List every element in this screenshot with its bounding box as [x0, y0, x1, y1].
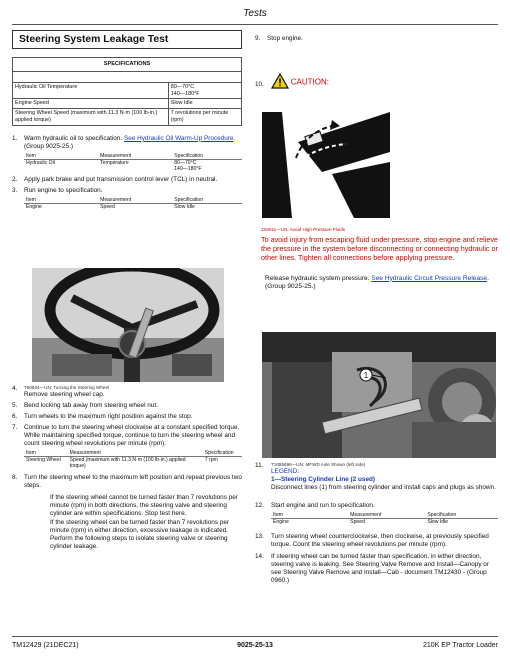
right-column-lower: [255, 462, 498, 585]
pressure-release-link[interactable]: See Hydraulic Circuit Pressure Release: [371, 274, 488, 282]
step-number: 1.: [12, 134, 18, 142]
footer-divider: [12, 636, 498, 637]
step-text: Continue to turn the steering wheel clockwise at a constant specified torque. While maintaining specified torque, continue to turn the steering wheel and count steering wheel revolutions per minute (rpm).: [24, 423, 240, 447]
steering-wheel-image: [32, 268, 224, 382]
table-header: Measurement: [98, 197, 172, 204]
warm-up-procedure-link[interactable]: See Hydraulic Oil Warm-Up Procedure: [123, 134, 234, 142]
legend-label: LEGEND:: [271, 467, 300, 475]
table-cell: 7 rpm: [204, 457, 218, 464]
left-column-lower: [12, 385, 242, 551]
footer-manual-title: 210K EP Tractor Loader: [423, 642, 498, 649]
table-row: [24, 457, 242, 470]
step-text: Turn the steering wheel to the maximum left position and repeat previous two steps.: [24, 473, 242, 489]
table-header: Item: [24, 450, 68, 457]
section-title-box: [12, 30, 242, 49]
table-header: Specification: [425, 512, 498, 519]
step-text-after: . (Group 9025-25.): [24, 134, 236, 150]
table-header: Specification: [172, 153, 242, 160]
table-row: [13, 109, 242, 126]
specifications-heading: SPECIFICATIONS: [13, 58, 242, 72]
right-column: [255, 30, 498, 92]
step-text: Warm hydraulic oil to specification.: [24, 134, 123, 142]
table-row: [13, 82, 242, 99]
table-header: Specification: [172, 197, 242, 204]
step-number: 5.: [12, 401, 18, 409]
table-cell: Steering Wheel: [26, 457, 61, 464]
step-8-result-pass: If the steering wheel cannot be turned faster than 7 revolutions per minute (rpm) in both directions, the steering valve and steering cylinder are within specifications. Stop test here.: [50, 493, 238, 517]
figure-caption: JX6011—UN: Avoid High Pressure Fluids: [261, 227, 346, 232]
spec-value: 7 revolutions per minute (rpm): [168, 109, 241, 126]
table-cell: Hydraulic Oil: [26, 160, 55, 167]
step-1: [12, 135, 242, 173]
spec-value: 80—70°C 140—180°F: [168, 82, 241, 99]
table-row: [13, 99, 242, 109]
spec-label: Steering Wheel Speed (maximum with 11.3 N·m (100 lb-in.) applied torque): [13, 109, 169, 126]
step-number: 3.: [12, 186, 18, 194]
footer-document-id: TM12429 (21DEC21): [12, 642, 79, 649]
table-row: [24, 160, 242, 173]
step-13: [255, 533, 498, 549]
step-text: Remove steering wheel cap.: [24, 390, 105, 398]
step-text: Run engine to specification.: [24, 186, 103, 194]
release-pressure-text: [255, 275, 498, 291]
table-header: Measurement: [98, 153, 172, 160]
step-12-table: [271, 512, 498, 526]
table-row: [271, 519, 498, 526]
step-6: [12, 413, 242, 421]
table-cell: 80—70°C 140—180°F: [174, 160, 202, 173]
step-7-table: [24, 450, 242, 470]
step-text: Bend locking tab away from steering wheel nut.: [24, 401, 158, 409]
step-number: 4.: [12, 385, 18, 392]
figure-caption: T1655696—UN: MFWD Axle Shown (left side): [271, 462, 366, 467]
step-3-table: [24, 197, 242, 211]
step-10: [255, 73, 498, 92]
warning-text: To avoid injury from escaping fluid under pressure, stop engine and relieve the pressure in the system before disconnecting or connecting hydraulic or other lines. Tighten all connections before applying pressure.: [261, 234, 498, 262]
spec-label: Hydraulic Oil Temperature: [13, 82, 169, 99]
header-divider: [12, 24, 498, 25]
step-1-table: [24, 153, 242, 173]
step-14: [255, 553, 498, 585]
step-8-result-fail: If the steering wheel can be turned faster than 7 revolutions per minute (rpm) in either direction, excessive leakage is indicated. Perform the following steps to isolate steering valve or steering cylinder leakage.: [50, 518, 230, 550]
step-number: 10.: [255, 81, 264, 88]
high-pressure-fluid-illustration: [262, 112, 390, 218]
release-pressure-instruction: Release hydraulic system pressure.: [265, 274, 370, 282]
callout-1: 1: [363, 371, 369, 380]
caution-label: CAUTION:: [290, 77, 330, 87]
figure-caption: T90834—UN: Turning the Steering Wheel: [24, 385, 110, 390]
high-pressure-fluid-image: [262, 112, 390, 218]
table-header: Item: [271, 512, 348, 519]
step-number: 14.: [255, 553, 264, 561]
legend-item: 1—Steering Cylinder Line (2 used): [271, 475, 376, 483]
step-text: If steering wheel can be turned faster than specification, in either direction, steering valve is leaking. See Steering Valve Remove and Install—Canopy or see Steering Valve Remove and Install—Cab - document TM12430 - (Group 0960.): [271, 553, 489, 585]
step-12: [255, 502, 498, 526]
table-cell: Speed (maximum with 11.3 N·m (100 lb-in.) applied torque): [69, 457, 186, 470]
step-7: [12, 424, 242, 470]
steering-wheel-photo: [32, 268, 224, 382]
step-number: 8.: [12, 473, 18, 481]
spec-value: Slow Idle: [168, 99, 241, 109]
step-number: 7.: [12, 423, 18, 431]
right-column-warning: [255, 227, 498, 291]
step-number: 2.: [12, 175, 18, 183]
table-cell: Slow Idle: [427, 519, 449, 526]
step-text: Stop engine.: [267, 35, 303, 42]
table-header: Item: [24, 197, 98, 204]
step-2: [12, 176, 242, 184]
table-cell: Engine: [26, 204, 42, 211]
release-pressure-group: . (Group 9025-25.): [265, 274, 489, 290]
table-cell: Slow Idle: [174, 204, 195, 211]
step-number: 11.: [255, 462, 264, 469]
footer-page-number: 9025-25-13: [237, 642, 273, 649]
step-text: Disconnect lines (1) from steering cylinder and install caps and plugs as shown.: [271, 483, 496, 491]
step-text: Apply park brake and put transmission control lever (TCL) in neutral.: [24, 175, 218, 183]
step-8: [12, 474, 242, 490]
table-cell: Speed: [350, 519, 365, 526]
step-9: [255, 35, 498, 43]
step-number: 12.: [255, 501, 264, 509]
step-text: Turn wheels to the maximum right position against the stop.: [24, 412, 193, 420]
step-number: 13.: [255, 533, 264, 541]
table-header: Specification: [203, 450, 242, 457]
left-column: [12, 30, 242, 211]
step-number: 9.: [255, 35, 261, 42]
table-header: Measurement: [348, 512, 425, 519]
section-title: Steering System Leakage Test: [19, 34, 169, 45]
step-text: Turn steering wheel counterclockwise, then clockwise, at previously specified torque. Count the steering wheel revolutions per minute (rpm).: [271, 533, 489, 549]
table-row: [24, 204, 242, 211]
table-header: Measurement: [68, 450, 203, 457]
step-4: [12, 385, 242, 399]
specifications-table: [12, 57, 242, 126]
step-text: Start engine and run to specification.: [271, 501, 375, 509]
table-header: Item: [24, 153, 98, 160]
table-cell: Engine: [273, 519, 289, 526]
steering-cylinder-image: [262, 332, 496, 458]
spec-label: Engine Speed: [13, 99, 169, 109]
step-11: [255, 462, 498, 492]
step-number: 6.: [12, 412, 18, 420]
step-3: [12, 187, 242, 211]
table-cell: Speed: [100, 204, 115, 211]
page-header-title: Tests: [243, 8, 267, 19]
caution-icon: [271, 73, 289, 92]
table-cell: Temperature: [100, 160, 129, 167]
steering-cylinder-photo: [262, 332, 496, 458]
step-5: [12, 402, 242, 410]
